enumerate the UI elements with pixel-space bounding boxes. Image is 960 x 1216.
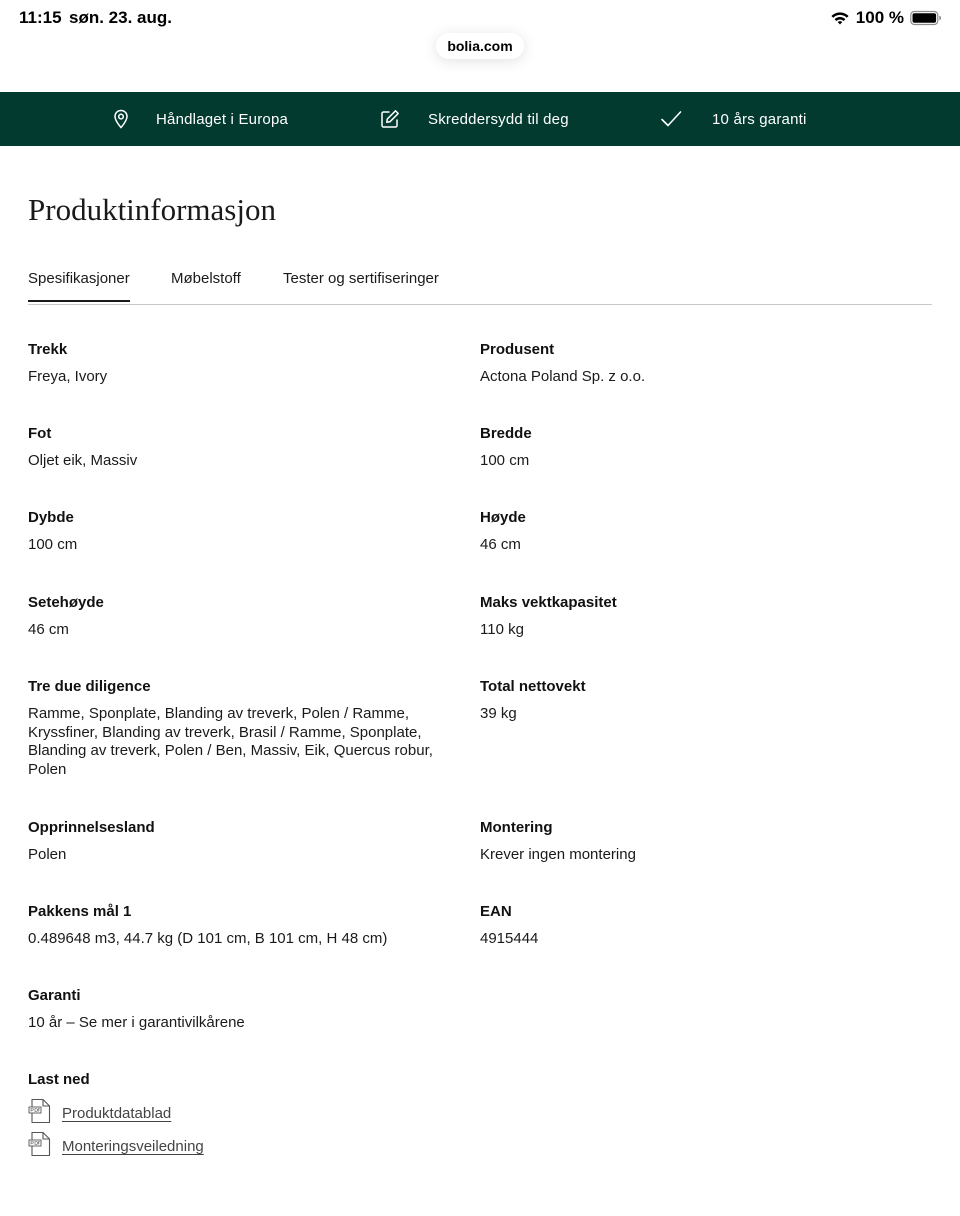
spec-value: Polen xyxy=(28,846,67,863)
spec-label: Høyde xyxy=(480,509,526,526)
spec-value: 39 kg xyxy=(480,705,517,722)
spec-item xyxy=(28,902,458,949)
spec-label: Dybde xyxy=(28,509,74,526)
location-pin-icon xyxy=(110,108,132,130)
spec-item xyxy=(480,677,910,724)
spec-value: 46 cm xyxy=(480,536,521,553)
spec-item xyxy=(28,818,458,865)
spec-value: 46 cm xyxy=(28,621,69,638)
spec-label: Pakkens mål 1 xyxy=(28,903,132,920)
usp-item-handmade xyxy=(110,92,288,146)
page-title: Produktinformasjon xyxy=(28,192,276,227)
spec-value: Oljet eik, Massiv xyxy=(28,452,138,469)
edit-icon xyxy=(379,108,401,130)
spec-label: Trekk xyxy=(28,341,68,358)
spec-item xyxy=(28,986,458,1033)
spec-label: Total nettovekt xyxy=(480,678,586,695)
usp-label: Håndlaget i Europa xyxy=(156,110,289,128)
pdf-file-icon xyxy=(28,1131,52,1162)
wifi-icon xyxy=(830,10,850,26)
spec-value: Actona Poland Sp. z o.o. xyxy=(480,368,646,385)
tab-tests-certifications[interactable]: Tester og sertifiseringer xyxy=(283,270,439,287)
download-link[interactable]: Produktdatablad xyxy=(62,1105,172,1122)
spec-item xyxy=(480,818,910,865)
spec-item xyxy=(28,508,458,555)
spec-item xyxy=(28,340,458,387)
product-info-tabs xyxy=(28,262,932,305)
spec-item xyxy=(28,677,458,779)
usp-label: 10 års garanti xyxy=(712,110,807,128)
spec-item xyxy=(480,902,910,949)
spec-label: Maks vektkapasitet xyxy=(480,594,617,611)
usp-label: Skreddersydd til deg xyxy=(428,110,569,128)
spec-value: Freya, Ivory xyxy=(28,368,108,385)
status-date: søn. 23. aug. xyxy=(69,8,172,27)
spec-value: 100 cm xyxy=(480,452,530,469)
spec-label: Opprinnelsesland xyxy=(28,819,155,836)
tab-specifications[interactable]: Spesifikasjoner xyxy=(28,270,130,302)
usp-item-tailored xyxy=(379,92,569,146)
spec-item xyxy=(28,424,458,471)
spec-label: Fot xyxy=(28,425,52,442)
spec-value warranty-link[interactable]: 10 år – Se mer i garantivilkårene xyxy=(28,1014,245,1031)
spec-label: Produsent xyxy=(480,341,555,358)
pdf-file-icon xyxy=(28,1098,52,1129)
spec-item xyxy=(28,593,458,640)
spec-value: 0.489648 m3, 44.7 kg (D 101 cm, B 101 cm, H 48 cm) xyxy=(28,930,388,947)
spec-value: 110 kg xyxy=(480,621,524,638)
download-assembly-guide[interactable] xyxy=(28,1131,204,1162)
battery-percentage: 100 % xyxy=(855,8,904,27)
tab-upholstery[interactable]: Møbelstoff xyxy=(171,270,241,287)
spec-value: Ramme, Sponplate, Blanding av treverk, Polen / Ramme, Kryssfiner, Blanding av treverk, Brasil / Ramme, Sponplate, Blanding av treverk, Polen / Ben, Massiv, Eik, Quercus robur, Polen xyxy=(28,705,433,778)
spec-label: Tre due diligence xyxy=(28,678,151,695)
spec-item xyxy=(480,593,910,640)
spec-label: Montering xyxy=(480,819,553,836)
download-link[interactable]: Monteringsveiledning xyxy=(62,1138,204,1155)
download-product-datasheet[interactable] xyxy=(28,1098,171,1129)
spec-value: 4915444 xyxy=(480,930,539,947)
usp-item-warranty xyxy=(660,92,807,146)
spec-label: EAN xyxy=(480,903,512,920)
status-time: 11:15 xyxy=(19,8,62,27)
downloads-title: Last ned xyxy=(28,1071,90,1088)
url-bar[interactable]: bolia.com xyxy=(436,33,524,59)
spec-label: Garanti xyxy=(28,987,81,1004)
spec-label: Bredde xyxy=(480,425,532,442)
check-icon xyxy=(660,108,682,130)
status-indicators xyxy=(830,8,942,28)
spec-item xyxy=(480,508,910,555)
usp-banner xyxy=(0,92,960,146)
spec-label: Setehøyde xyxy=(28,594,104,611)
battery-icon xyxy=(910,10,942,26)
spec-value: 100 cm xyxy=(28,536,78,553)
spec-item xyxy=(480,340,910,387)
spec-item xyxy=(480,424,910,471)
spec-value: Krever ingen montering xyxy=(480,846,636,863)
